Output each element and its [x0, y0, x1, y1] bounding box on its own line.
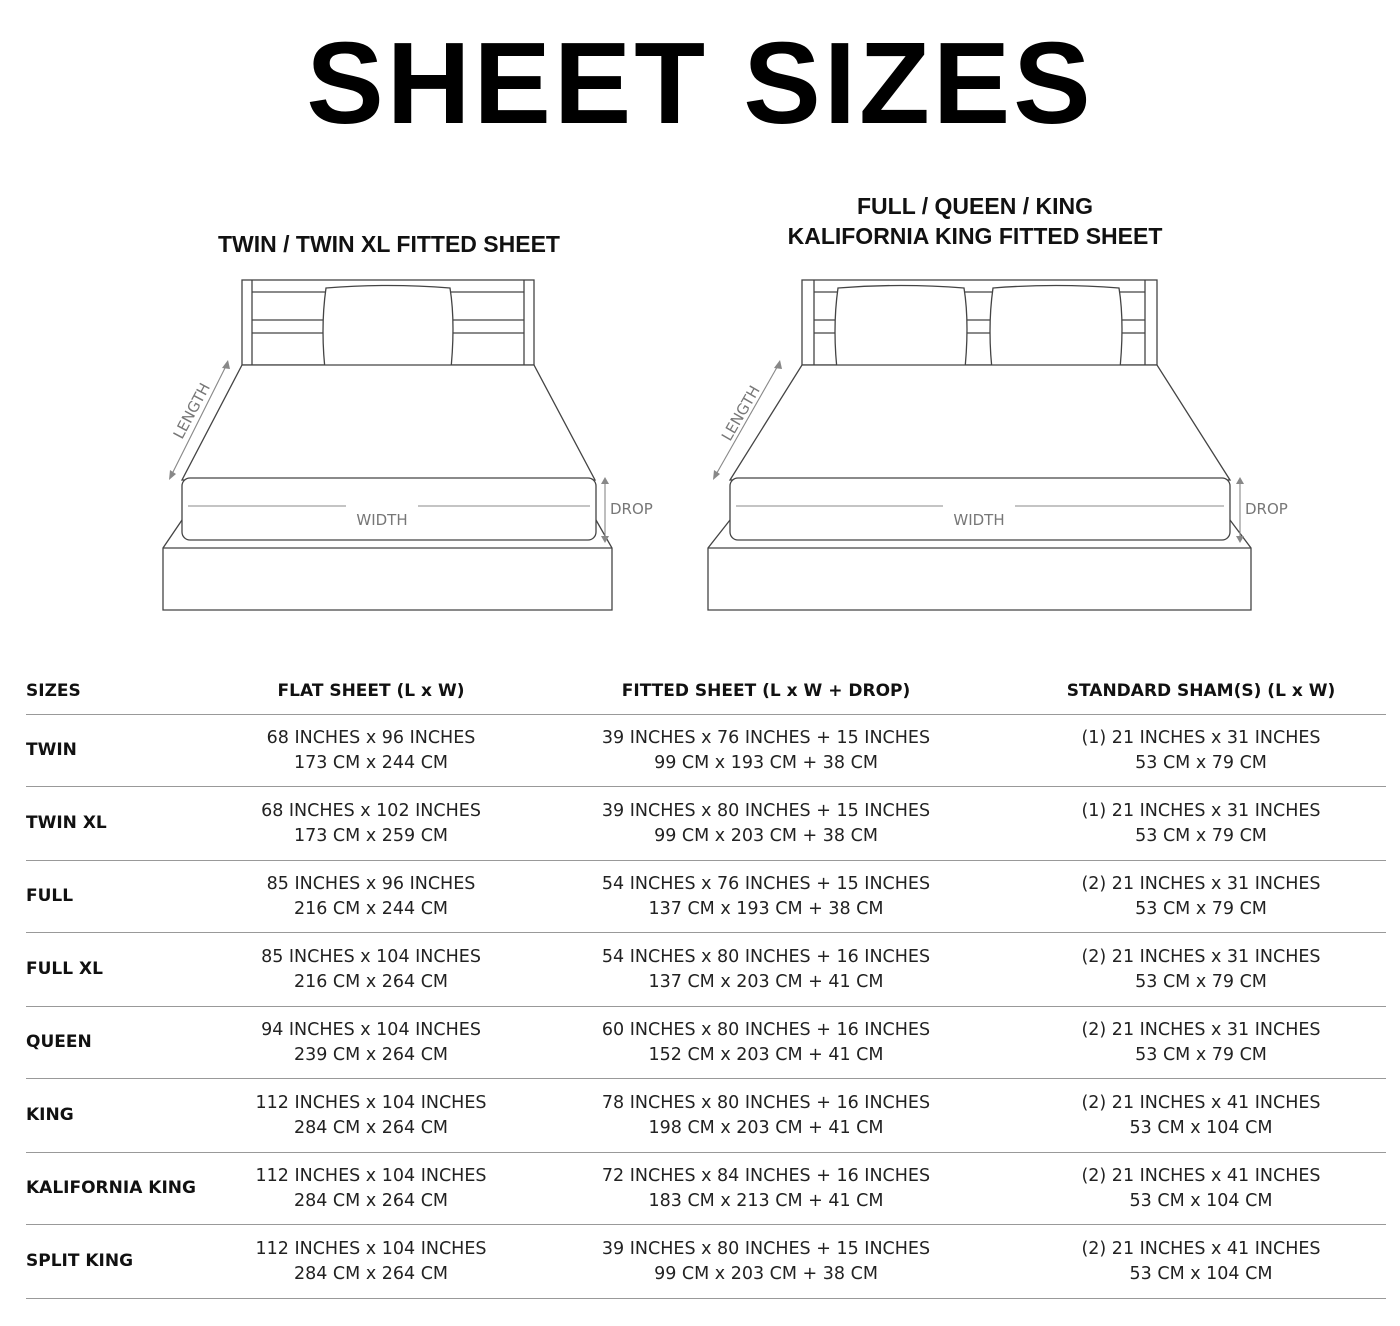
cm-value: 284 CM x 264 CM — [293, 1190, 449, 1211]
twin-diagram-title-line: TWIN / TWIN XL FITTED SHEET — [217, 231, 560, 257]
inches-value: 72 INCHES x 84 INCHES + 16 INCHES — [601, 1165, 931, 1186]
table-row — [26, 715, 1386, 787]
fitted-sheet-cell — [516, 1225, 1016, 1299]
fitted-sheet-cell — [516, 1007, 1016, 1079]
inches-value: 39 INCHES x 80 INCHES + 15 INCHES — [601, 800, 931, 821]
inches-value: 54 INCHES x 80 INCHES + 16 INCHES — [601, 946, 931, 967]
cm-value: 53 CM x 79 CM — [1135, 971, 1267, 992]
table-row — [26, 1079, 1386, 1153]
cm-value: 99 CM x 203 CM + 38 CM — [654, 825, 878, 846]
cm-value: 198 CM x 203 CM + 41 CM — [648, 1117, 884, 1138]
inches-value: 68 INCHES x 102 INCHES — [261, 800, 481, 821]
diagram-title-line-1: FULL / QUEEN / KING — [857, 193, 1093, 219]
inches-value: (2) 21 INCHES x 31 INCHES — [1081, 946, 1321, 967]
fitted-sheet-cell — [516, 1153, 1016, 1225]
inches-value: (1) 21 INCHES x 31 INCHES — [1081, 800, 1321, 821]
fitted-sheet-cell — [516, 787, 1016, 861]
sheet-size-table — [26, 668, 1386, 1299]
inches-value: 85 INCHES x 96 INCHES — [266, 873, 476, 894]
sham-cell — [1016, 933, 1386, 1007]
inches-value: 54 INCHES x 76 INCHES + 15 INCHES — [601, 873, 931, 894]
cm-value: 53 CM x 79 CM — [1135, 898, 1267, 919]
flat-sheet-cell — [226, 715, 516, 787]
mattress-top — [182, 365, 595, 480]
sham-cell — [1016, 1153, 1386, 1225]
cm-value: 53 CM x 79 CM — [1135, 825, 1267, 846]
cm-value: 53 CM x 79 CM — [1135, 752, 1267, 773]
width-label: WIDTH — [356, 511, 408, 529]
flat-sheet-cell — [226, 933, 516, 1007]
table-row — [26, 1007, 1386, 1079]
header-sizes: SIZES — [26, 668, 226, 715]
table-row — [26, 787, 1386, 861]
flat-sheet-cell — [226, 787, 516, 861]
cm-value: 284 CM x 264 CM — [293, 1117, 449, 1138]
flat-sheet-cell — [226, 1079, 516, 1153]
inches-value: 78 INCHES x 80 INCHES + 16 INCHES — [601, 1092, 931, 1113]
cm-value: 216 CM x 244 CM — [293, 898, 449, 919]
fitted-sheet-cell — [516, 715, 1016, 787]
flat-sheet-cell — [226, 1225, 516, 1299]
cm-value: 137 CM x 203 CM + 41 CM — [648, 971, 884, 992]
size-name-cell: TWIN — [26, 715, 226, 787]
cm-value: 99 CM x 193 CM + 38 CM — [654, 752, 878, 773]
full-queen-king-diagram-title — [740, 191, 1210, 251]
cm-value: 53 CM x 79 CM — [1135, 1044, 1267, 1065]
fitted-sheet-cell — [516, 861, 1016, 933]
inches-value: 85 INCHES x 104 INCHES — [261, 946, 481, 967]
inches-value: (2) 21 INCHES x 31 INCHES — [1081, 873, 1321, 894]
size-name-cell: FULL XL — [26, 933, 226, 1007]
inches-value: 39 INCHES x 76 INCHES + 15 INCHES — [601, 727, 931, 748]
size-name-cell: KALIFORNIA KING — [26, 1153, 226, 1225]
sham-cell — [1016, 1007, 1386, 1079]
length-label: LENGTH — [169, 379, 214, 442]
drop-label: DROP — [610, 500, 653, 518]
length-label: LENGTH — [717, 382, 764, 444]
cm-value: 239 CM x 264 CM — [293, 1044, 449, 1065]
size-name-cell: FULL — [26, 861, 226, 933]
cm-value: 99 CM x 203 CM + 38 CM — [654, 1263, 878, 1284]
inches-value: (2) 21 INCHES x 31 INCHES — [1081, 1019, 1321, 1040]
fitted-sheet-cell — [516, 1079, 1016, 1153]
sham-cell — [1016, 1079, 1386, 1153]
cm-value: 284 CM x 264 CM — [293, 1263, 449, 1284]
twin-bed-diagram — [150, 270, 653, 620]
flat-sheet-cell — [226, 1153, 516, 1225]
inches-value: 94 INCHES x 104 INCHES — [261, 1019, 481, 1040]
cm-value: 216 CM x 264 CM — [293, 971, 449, 992]
header-fitted-sheet: FITTED SHEET (L x W + DROP) — [516, 668, 1016, 715]
table-row — [26, 1225, 1386, 1299]
sham-cell — [1016, 787, 1386, 861]
table-row — [26, 861, 1386, 933]
cm-value: 183 CM x 213 CM + 41 CM — [648, 1190, 884, 1211]
twin-diagram-title — [164, 229, 614, 259]
cm-value: 53 CM x 104 CM — [1129, 1117, 1273, 1138]
inches-value: 112 INCHES x 104 INCHES — [255, 1165, 487, 1186]
inches-value: 60 INCHES x 80 INCHES + 16 INCHES — [601, 1019, 931, 1040]
cm-value: 53 CM x 104 CM — [1129, 1263, 1273, 1284]
cm-value: 137 CM x 193 CM + 38 CM — [648, 898, 884, 919]
size-name-cell: SPLIT KING — [26, 1225, 226, 1299]
header-flat-sheet: FLAT SHEET (L x W) — [226, 668, 516, 715]
table-row — [26, 1153, 1386, 1225]
cm-value: 53 CM x 104 CM — [1129, 1190, 1273, 1211]
full-queen-king-bed-diagram — [690, 270, 1290, 620]
inches-value: 68 INCHES x 96 INCHES — [266, 727, 476, 748]
inches-value: (2) 21 INCHES x 41 INCHES — [1081, 1165, 1321, 1186]
inches-value: 39 INCHES x 80 INCHES + 15 INCHES — [601, 1238, 931, 1259]
page-title: SHEET SIZES — [306, 18, 1094, 148]
inches-value: (2) 21 INCHES x 41 INCHES — [1081, 1092, 1321, 1113]
header-standard-shams: STANDARD SHAM(S) (L x W) — [1016, 668, 1386, 715]
size-name-cell: KING — [26, 1079, 226, 1153]
sham-cell — [1016, 715, 1386, 787]
fitted-sheet-cell — [516, 933, 1016, 1007]
width-label: WIDTH — [953, 511, 1005, 529]
size-name-cell: QUEEN — [26, 1007, 226, 1079]
inches-value: (1) 21 INCHES x 31 INCHES — [1081, 727, 1321, 748]
size-name-cell: TWIN XL — [26, 787, 226, 861]
inches-value: (2) 21 INCHES x 41 INCHES — [1081, 1238, 1321, 1259]
sham-cell — [1016, 861, 1386, 933]
table-row — [26, 933, 1386, 1007]
mattress-top — [730, 365, 1230, 480]
table-header-row — [26, 668, 1386, 715]
cm-value: 152 CM x 203 CM + 41 CM — [648, 1044, 884, 1065]
flat-sheet-cell — [226, 1007, 516, 1079]
inches-value: 112 INCHES x 104 INCHES — [255, 1238, 487, 1259]
flat-sheet-cell — [226, 861, 516, 933]
sham-cell — [1016, 1225, 1386, 1299]
drop-label: DROP — [1245, 500, 1288, 518]
cm-value: 173 CM x 259 CM — [293, 825, 449, 846]
inches-value: 112 INCHES x 104 INCHES — [255, 1092, 487, 1113]
cm-value: 173 CM x 244 CM — [293, 752, 449, 773]
diagram-title-line-2: KALIFORNIA KING FITTED SHEET — [787, 223, 1163, 249]
